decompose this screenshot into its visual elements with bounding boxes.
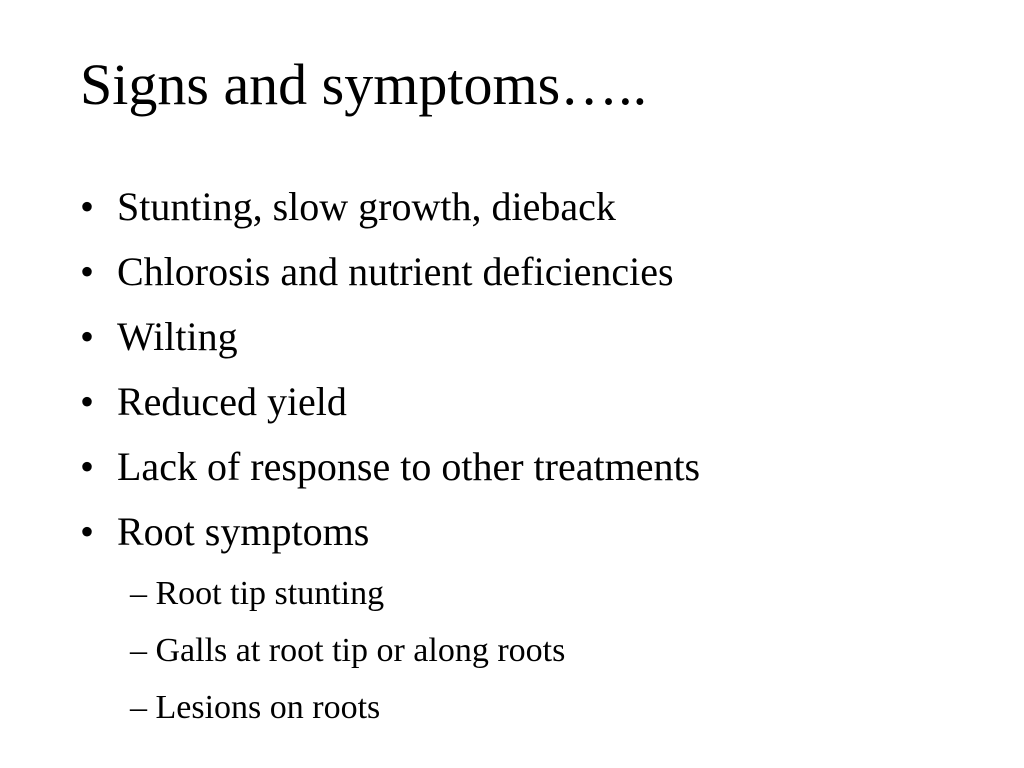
sub-bullet-text: Galls at root tip or along roots — [155, 632, 566, 669]
sub-bullet-text: Lesions on roots — [155, 689, 381, 726]
slide-title: Signs and symptoms….. — [80, 52, 648, 117]
sub-bullet-marker: – — [130, 632, 147, 669]
bullet-item — [80, 176, 980, 241]
bullet-item — [80, 241, 980, 306]
bullet-marker: • — [80, 379, 95, 424]
bullet-marker: • — [80, 509, 95, 554]
sub-bullet-item — [130, 627, 565, 684]
bullet-list — [80, 176, 980, 566]
bullet-item — [80, 371, 980, 436]
sub-bullet-list — [130, 570, 565, 741]
bullet-text: Chlorosis and nutrient deficiencies — [117, 249, 674, 294]
bullet-marker: • — [80, 444, 95, 489]
bullet-text: Reduced yield — [117, 379, 347, 424]
bullet-item — [80, 306, 980, 371]
sub-bullet-item — [130, 684, 565, 741]
bullet-marker: • — [80, 249, 95, 294]
sub-bullet-marker: – — [130, 575, 147, 612]
sub-bullet-text: Root tip stunting — [155, 575, 385, 612]
bullet-marker: • — [80, 314, 95, 359]
bullet-text: Root symptoms — [117, 509, 370, 554]
bullet-text: Stunting, slow growth, dieback — [117, 184, 616, 229]
sub-bullet-marker: – — [130, 689, 147, 726]
bullet-item — [80, 436, 980, 501]
sub-bullet-item — [130, 570, 565, 627]
bullet-marker: • — [80, 184, 95, 229]
bullet-text: Wilting — [117, 314, 238, 359]
bullet-item — [80, 501, 980, 566]
bullet-text: Lack of response to other treatments — [117, 444, 701, 489]
